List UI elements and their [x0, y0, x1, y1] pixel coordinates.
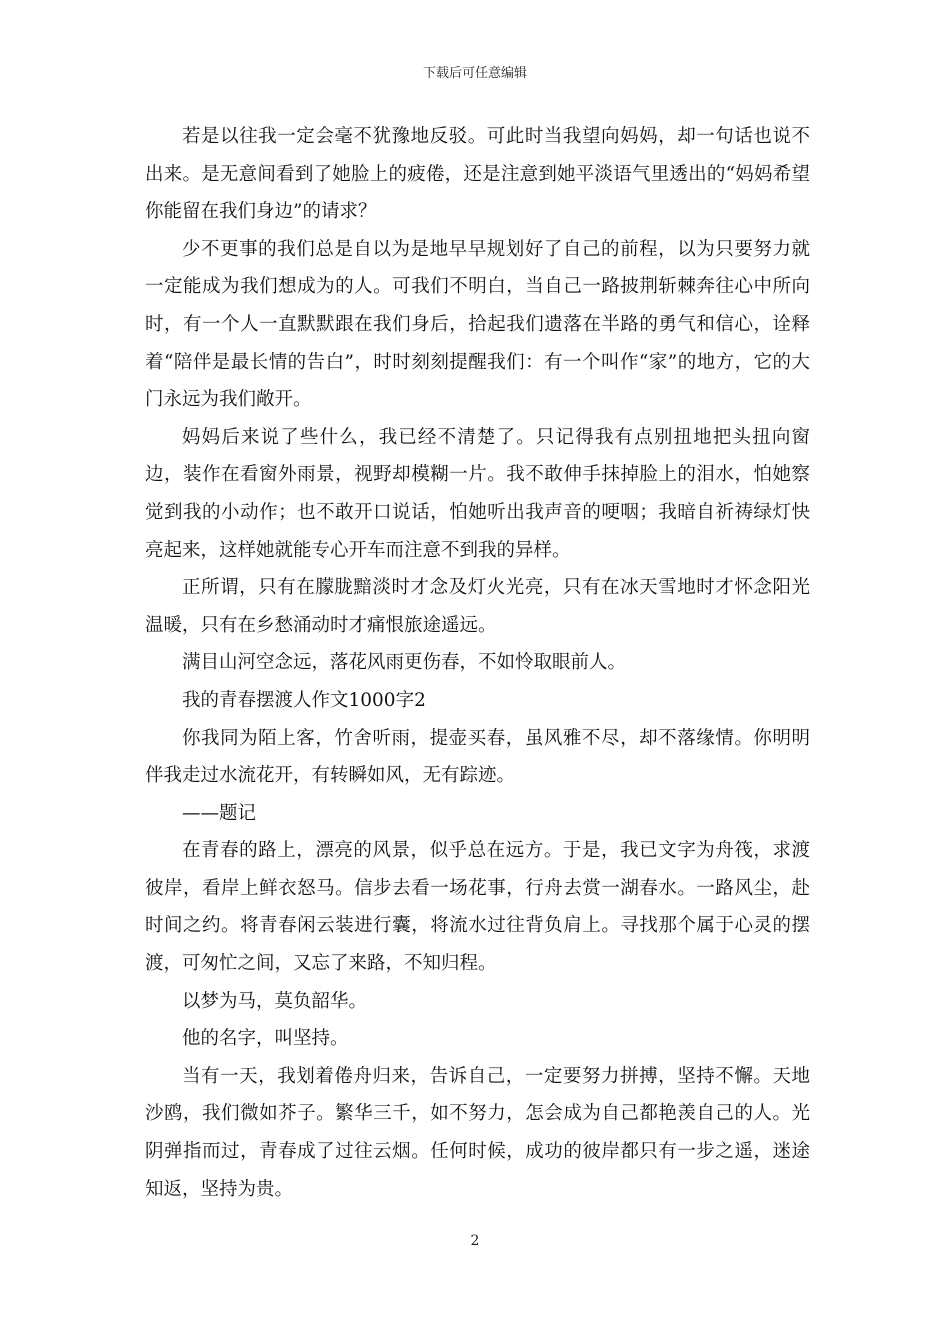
page-number: 2	[470, 1233, 480, 1249]
paragraph: 满目山河空念远，落花风雨更伤春，不如怜取眼前人。	[182, 652, 627, 674]
paragraph: 正所谓，只有在朦胧黯淡时才念及灯火光亮，只有在冰天雪地时才怀念阳光温暖，只有在乡愁涌动时才痛恨旅途遥远。	[145, 577, 810, 636]
essay-title: 我的青春摆渡人作文1000字2	[182, 689, 426, 711]
paragraph: 在青春的路上，漂亮的风景，似乎总在远方。于是，我已文字为舟筏，求渡彼岸，看岸上鲜衣怒马。信步去看一场花事，行舟去赏一湖春水。一路风尘，赴时间之约。将青春闲云装进行囊，将流水过往背负肩上。寻找那个属于心灵的摆渡，可匆忙之间，又忘了来路，不知归程。	[145, 840, 810, 975]
paragraph: 妈妈后来说了些什么，我已经不清楚了。只记得我有点别扭地把头扭向窗边，装作在看窗外雨景，视野却模糊一片。我不敢伸手抹掉脸上的泪水，怕她察觉到我的小动作；也不敢开口说话，怕她听出我声音的哽咽；我暗自祈祷绿灯快亮起来，这样她就能专心开车而注意不到我的异样。	[145, 426, 810, 561]
paragraph: 以梦为马，莫负韶华。	[182, 990, 368, 1012]
epigraph-attribution: ——题记	[182, 802, 257, 824]
paragraph: 你我同为陌上客，竹舍听雨，提壶买春，虽风雅不尽，却不落缘情。你明明伴我走过水流花开，有转瞬如风，无有踪迹。	[145, 727, 810, 787]
paragraph: 当有一天，我划着倦舟归来，告诉自己，一定要努力拼搏，坚持不懈。天地沙鸥，我们微如芥子。繁华三千，如不努力，怎会成为自己都艳羡自己的人。光阴弹指而过，青春成了过往云烟。任何时候，成功的彼岸都只有一步之遥，迷途知返，坚持为贵。	[145, 1065, 810, 1200]
page-header: 下载后可任意编辑	[422, 66, 527, 81]
document-body	[145, 118, 810, 1208]
paragraph: 少不更事的我们总是自以为是地早早规划好了自己的前程，以为只要努力就一定能成为我们想成为的人。可我们不明白，当自己一路披荆斩棘奔往心中所向时，有一个人一直默默跟在我们身后，拾起我们遗落在半路的勇气和信心，诠释着“陪伴是最长情的告白”，时时刻刻提醒我们：有一个叫作“家”的地方，它的大门永远为我们敞开。	[145, 238, 810, 411]
paragraph: 若是以往我一定会毫不犹豫地反驳。可此时当我望向妈妈，却一句话也说不出来。是无意间看到了她脸上的疲倦，还是注意到她平淡语气里透出的“妈妈希望你能留在我们身边”的请求？	[145, 126, 810, 223]
paragraph: 他的名字，叫坚持。	[182, 1028, 349, 1050]
